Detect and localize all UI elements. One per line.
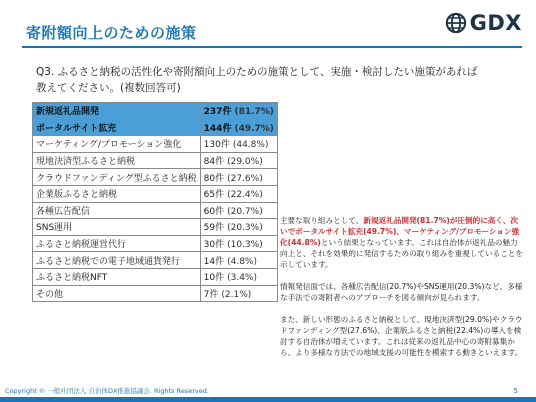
logo-text: GDX: [469, 11, 522, 35]
gdx-logo: [445, 12, 522, 34]
commentary-paragraph-2: 情報発信面では、各種広告配信(20.7%)やSNS運用(20.3%)など、多様な手法での寄附者へのアプローチを図る傾向が見られます。: [280, 282, 523, 302]
measure-result: [200, 169, 277, 186]
copyright-text: Copyright © 一般社団法人 自治体DX推進協議会. Rights Reserved.: [5, 387, 209, 395]
response-percent: (27.6%): [227, 173, 263, 184]
response-percent: (10.3%): [227, 240, 263, 251]
globe-icon: [445, 12, 467, 34]
results-table: [32, 102, 278, 302]
commentary-text: という結果となっています。これは自治体が返礼品の魅力向上と、それを効果的に発信するための取り組みを重視していることを示しています。: [280, 238, 523, 269]
measure-result: [200, 285, 277, 302]
measure-label: ふるさと納税での電子地域通貨発行: [33, 252, 201, 269]
commentary-text: 主要な取り組みとして、: [280, 216, 364, 225]
response-count: 60件: [203, 206, 225, 217]
response-count: 80件: [203, 173, 225, 184]
response-count: 84件: [203, 157, 225, 168]
measure-label: クラウドファンディング型ふるさと納税: [33, 169, 201, 186]
measure-result: [200, 219, 277, 236]
measure-result: [200, 152, 277, 169]
footer-bar: [0, 397, 536, 402]
response-count: 130件: [203, 140, 230, 151]
response-count: 30件: [203, 240, 225, 251]
commentary-paragraph-3: また、新しい形態のふるさと納税として、現地決済型(29.0%)やクラウドファンディング型(27.6%)、企業版ふるさと納税(22.4%)の導入を検討する自治体が増えています。これは従来の返礼品中心の寄附募集から、より多様な方法での地域支援の可能性を模索する動きといえます。: [280, 315, 523, 357]
response-percent: (44.8%): [232, 140, 269, 151]
table-row: [33, 152, 278, 169]
measure-result: [200, 136, 277, 153]
measure-label: 企業版ふるさと納税: [33, 185, 201, 202]
response-count: 59件: [203, 223, 225, 234]
table-row: [33, 136, 278, 153]
title-divider: [22, 46, 522, 48]
response-percent: (81.7%): [234, 107, 274, 118]
table-row: [33, 103, 278, 120]
response-percent: (2.1%): [221, 289, 252, 300]
table-row: [33, 235, 278, 252]
response-percent: (20.3%): [227, 223, 263, 234]
table-row: [33, 268, 278, 285]
measure-label: 新規返礼品開発: [33, 103, 201, 120]
commentary: [280, 215, 524, 369]
response-count: 237件: [203, 107, 232, 118]
commentary-emphasis: 新規返礼品開発(81.7%)が圧倒的に高く、次いでポータルサイト拡充(49.7%)、マーケティング/プロモーション強化(44.8%): [280, 216, 520, 247]
measure-label: ふるさと納税NFT: [33, 268, 201, 285]
measure-result: [200, 252, 277, 269]
measure-result: [200, 119, 277, 136]
question-line-2: 教えてください。(複数回答可): [36, 82, 181, 94]
page-number: 5: [513, 387, 518, 395]
response-count: 7件: [203, 289, 219, 300]
response-percent: (22.4%): [227, 190, 263, 201]
commentary-paragraph-1: [280, 215, 524, 270]
measure-label: SNS運用: [33, 219, 201, 236]
measure-label: マーケティング/プロモーション強化: [33, 136, 201, 153]
response-percent: (3.4%): [227, 273, 257, 284]
response-percent: (29.0%): [227, 157, 263, 168]
measure-label: ふるさと納税運営代行: [33, 235, 201, 252]
table-row: [33, 252, 278, 269]
response-percent: (4.8%): [227, 256, 257, 267]
measure-result: [200, 185, 277, 202]
measure-result: [200, 103, 277, 120]
response-count: 144件: [203, 123, 232, 134]
survey-question: [36, 64, 496, 96]
table-row: [33, 202, 278, 219]
measure-label: その他: [33, 285, 201, 302]
question-line-1: Q3. ふるさと納税の活性化や寄附額向上のための施策として、実施・検討したい施策があれば: [36, 66, 478, 78]
measure-label: ポータルサイト拡充: [33, 119, 201, 136]
table-row: [33, 285, 278, 302]
measure-label: 現地決済型ふるさと納税: [33, 152, 201, 169]
table-row: [33, 185, 278, 202]
table-row: [33, 119, 278, 136]
response-percent: (20.7%): [227, 206, 263, 217]
measure-label: 各種広告配信: [33, 202, 201, 219]
response-count: 65件: [203, 190, 225, 201]
page-title: 寄附額向上のための施策: [26, 24, 197, 42]
response-percent: (49.7%): [234, 123, 274, 134]
measure-result: [200, 268, 277, 285]
measure-result: [200, 202, 277, 219]
response-count: 10件: [203, 273, 225, 284]
measure-result: [200, 235, 277, 252]
table-row: [33, 169, 278, 186]
table-row: [33, 219, 278, 236]
response-count: 14件: [203, 256, 225, 267]
